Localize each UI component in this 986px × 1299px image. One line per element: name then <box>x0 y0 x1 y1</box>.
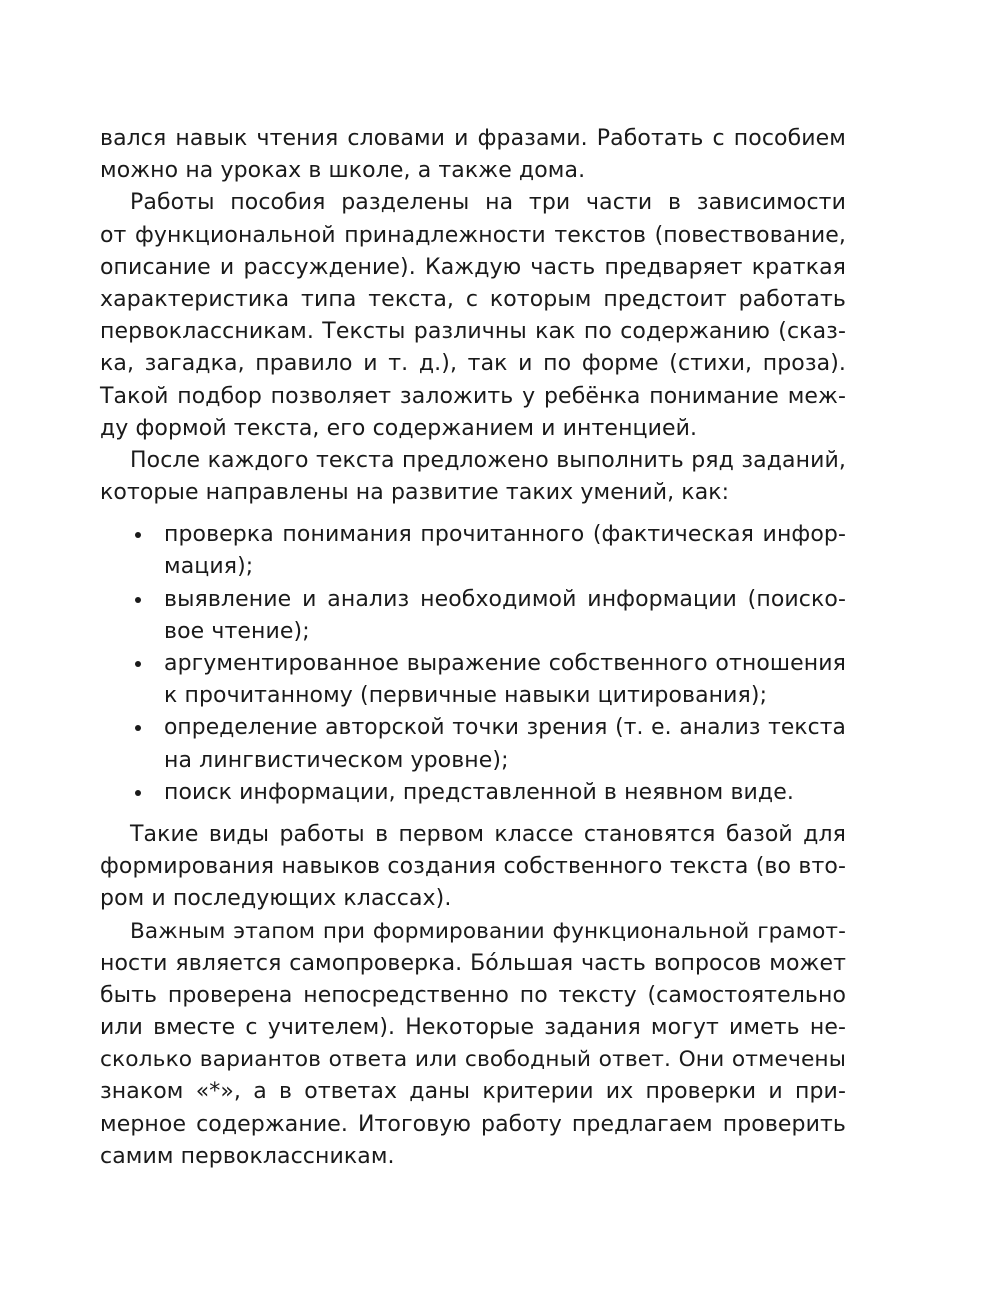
text-line: Такие виды работы в первом классе становятся базой для <box>130 821 846 847</box>
text-line: вался навык чтения словами и фразами. Работать с пособием <box>100 126 846 151</box>
text-line: ду формой текста, его содержанием и интенцией. <box>100 415 698 441</box>
text-line: или вместе с учителем). Некоторые задания могут иметь не- <box>100 1015 846 1041</box>
list-item <box>100 777 846 809</box>
text-line: мация); <box>164 554 254 580</box>
bullet-icon <box>135 661 141 667</box>
paragraph-self-check <box>100 916 846 1174</box>
text-line: к прочитанному (первичные навыки цитирования); <box>164 683 768 709</box>
text-line: первоклассникам. Тексты различны как по содержанию (сказ- <box>100 319 846 345</box>
page-body <box>100 123 846 1173</box>
text-line: самим первоклассникам. <box>100 1143 395 1169</box>
paragraph-base <box>100 819 846 916</box>
text-line: После каждого текста предложено выполнить ряд заданий, <box>130 447 846 473</box>
text-line: знаком «*», а в ответах даны критерии их проверки и при- <box>100 1079 846 1105</box>
text-line: ности является самопроверка. Бо́льшая часть вопросов может <box>100 950 846 976</box>
text-line: аргументированное выражение собственного отношения <box>164 651 846 676</box>
text-line: от функциональной принадлежности текстов (повествование, <box>100 222 846 248</box>
bullet-icon <box>135 597 141 603</box>
bullet-icon <box>135 532 141 538</box>
text-line: проверка понимания прочитанного (фактическая инфор- <box>164 522 846 548</box>
text-line: формирования навыков создания собственного текста (во вто- <box>100 854 846 880</box>
text-line: поиск информации, представленной в неявном виде. <box>164 779 794 805</box>
text-line: выявление и анализ необходимой информации (поиско- <box>164 586 846 612</box>
text-line: ром и последующих классах). <box>100 886 452 912</box>
text-line: описание и рассуждение). Каждую часть предваряет краткая <box>100 254 846 280</box>
text-line: характеристика типа текста, с которым предстоит работать <box>100 286 846 312</box>
list-item <box>100 648 846 712</box>
text-line: ка, загадка, правило и т. д.), так и по форме (стихи, проза). <box>100 351 846 377</box>
skills-list <box>100 519 846 809</box>
paragraph-tasks-intro <box>100 445 846 509</box>
paragraph-text-parts <box>100 187 846 445</box>
text-line: Работы пособия разделены на три части в зависимости <box>130 190 846 216</box>
list-item <box>100 712 846 776</box>
text-line: определение авторской точки зрения (т. е. анализ текста <box>164 715 846 741</box>
text-line: Важным этапом при формировании функциональной грамот- <box>130 918 846 944</box>
bullet-icon <box>135 725 141 731</box>
text-line: на лингвистическом уровне); <box>164 747 509 773</box>
list-item <box>100 519 846 583</box>
list-item <box>100 584 846 648</box>
paragraph-continuation <box>100 123 846 187</box>
text-line: сколько вариантов ответа или свободный ответ. Они отмечены <box>100 1047 846 1073</box>
text-line: вое чтение); <box>164 618 310 644</box>
text-line: которые направлены на развитие таких умений, как: <box>100 480 730 506</box>
text-line: мерное содержание. Итоговую работу предлагаем проверить <box>100 1111 846 1137</box>
text-line: можно на уроках в школе, а также дома. <box>100 158 586 184</box>
text-line: быть проверена непосредственно по тексту (самостоятельно <box>100 982 846 1008</box>
text-line: Такой подбор позволяет заложить у ребёнка понимание меж- <box>100 383 846 409</box>
bullet-icon <box>135 790 141 796</box>
